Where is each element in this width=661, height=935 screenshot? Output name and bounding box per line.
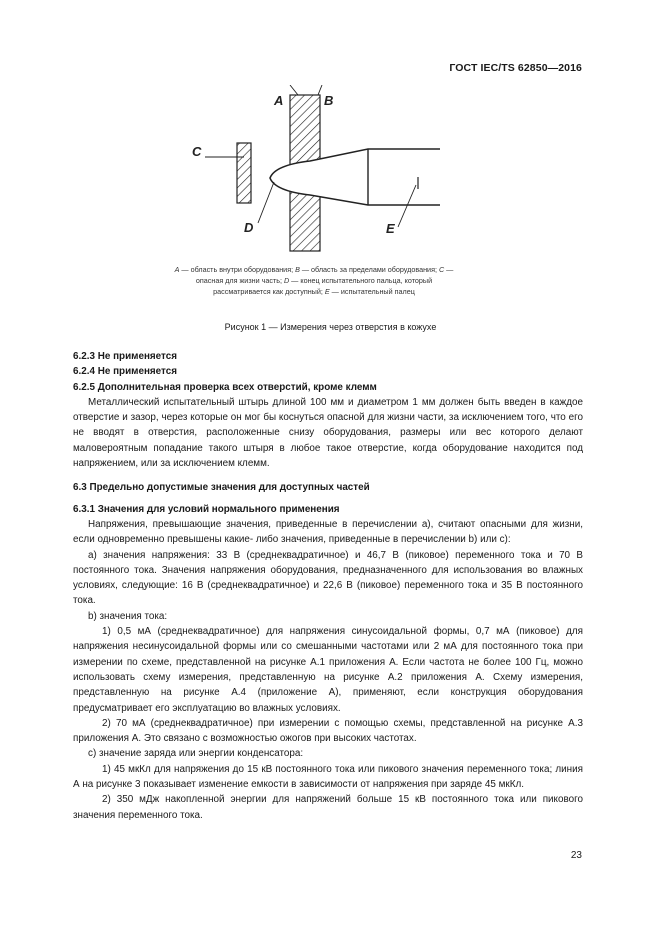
document-body: [73, 349, 583, 823]
list-item-c: c) значение заряда или энергии конденсатора:: [88, 748, 304, 760]
enclosure-wall-lower: [290, 191, 320, 251]
label-e: E: [386, 221, 395, 236]
legend-b-text: — область за пределами оборудования;: [299, 265, 439, 274]
legend-b-key: B: [295, 265, 300, 274]
section-6-2-5-text: Металлический испытательный штырь длиной 100 мм и диаметром 1 мм должен быть введен в каждое отверстие и зазор, через которые он мог бы коснуться опасной для жизни части, за исключением того, что его не вводят в отверстия, расположенные снизу оборудования, размеры или вес которого делают маловероятным попадание такого штыря в любое такое отверстие, когда оборудование находится под напряжением, или за исключением клемм.: [73, 396, 583, 470]
section-6-3-1: 6.3.1 Значения для условий нормального применения: [73, 503, 340, 515]
list-item-c2: 2) 350 мДж накопленной энергии для напряжений больше 15 кВ постоянного тока или пикового значения переменного тока.: [73, 794, 583, 821]
test-finger-diagram: [170, 85, 470, 260]
legend-c-text: — опасная для жизни часть;: [195, 265, 454, 285]
section-6-2-3: 6.2.3 Не применяется: [73, 351, 177, 362]
standard-header: ГОСТ IEC/TS 62850—2016: [449, 62, 582, 74]
legend-e-key: E: [324, 286, 330, 296]
label-b: B: [324, 93, 334, 108]
section-6-3-1-text: Напряжения, превышающие значения, приведенные в перечислении а), считают опасными для жизни, если одновременно превышены какие- либо значения, приведенные в перечислении b) или c):: [73, 518, 583, 546]
legend-a-text: — область внутри оборудования;: [179, 265, 296, 274]
legend-c-key: C: [438, 265, 445, 274]
list-item-c1: 1) 45 мкКл для напряжения до 15 кВ постоянного тока или пикового значения переменного тока; линия А на рисунке 3 показывает изменение емкости в зависимости от напряжения при заряде 45 мкКл.: [73, 763, 583, 791]
figure-legend: [168, 265, 460, 297]
enclosure-wall-upper: [290, 95, 320, 165]
label-c: C: [192, 144, 202, 159]
list-item-b: b) значения тока:: [88, 610, 168, 622]
figure-caption: Рисунок 1 — Измерения через отверстия в кожухе: [224, 322, 437, 332]
list-item-b1: 1) 0,5 мА (среднеквадратичное) для напряжения синусоидальной формы, 0,7 мА (пиковое) для напряжения несинусоидальной формы или со смешанными частотами или 2 мА для постоянного тока при измерении по схеме, представленной на рисунке А.1 приложения А. Если частота не более 100 Гц, можно использовать схему измерения, представленную на рисунке А.2 приложения А. Схему измерения, представленную на рисунке А.4 (приложение А), применяют, если конструкция оборудования предусматривает его эксплуатацию во влажных условиях.: [73, 626, 583, 714]
list-item-b2: 2) 70 мА (среднеквадратичное) при измерении с помощью схемы, представленной на рисунке А.3 приложения А. Это связано с возможностью ожогов при высоких частотах.: [73, 717, 583, 745]
page-number: 23: [570, 850, 582, 861]
legend-a-key: A: [174, 265, 180, 274]
section-6-2-4: 6.2.4 Не применяется: [73, 366, 177, 378]
hazardous-part: [237, 143, 251, 203]
section-6-3: 6.3 Предельно допустимые значения для доступных частей: [73, 482, 370, 494]
legend-e-text: — испытательный палец: [329, 286, 415, 296]
label-d: D: [244, 220, 254, 235]
section-6-2-5: 6.2.5 Дополнительная проверка всех отверстий, кроме клемм: [73, 381, 377, 393]
label-a: A: [274, 93, 284, 108]
legend-d-text: — конец испытательного пальца, который рассматривается как доступный;: [213, 275, 433, 296]
list-item-a: а) значения напряжения: 33 В (среднеквадратичное) и 46,7 В (пиковое) переменного тока и 70 В постоянного тока. Значения напряжения оборудования, предназначенного для использования во влажных условиях, следующие: 16 В (среднеквадратичное) и 22,6 В (пиковое) переменного тока и 35 В постоянного тока.: [73, 549, 583, 607]
legend-d-key: D: [283, 275, 290, 285]
